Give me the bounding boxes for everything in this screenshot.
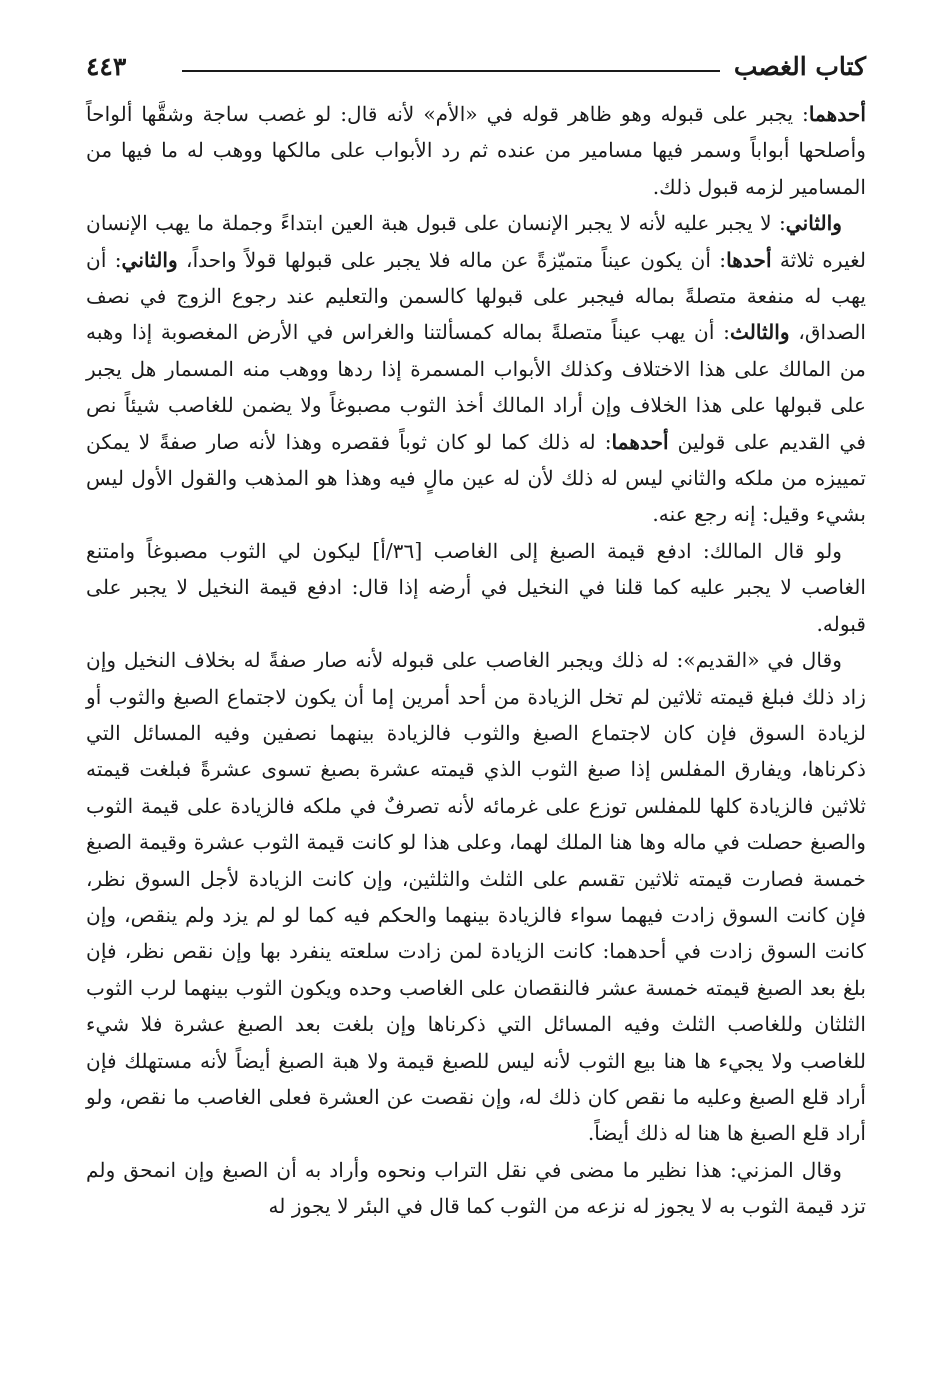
term-second-opinion: والثاني	[785, 211, 842, 236]
paragraph-text: : أن يكون عيناً متميّزةً عن ماله فلا يجبر على قبولها قولاً واحداً،	[177, 247, 727, 272]
paragraph-text: ولو قال المالك: ادفع قيمة الصبغ إلى الغاصب [٣٦/أ] ليكون لي الثوب مصبوغاً وامتنع الغاصب لا يجبر عليه كما قلنا في النخيل في أرضه إذا قال: ادفع قيمة النخيل لا يجبر على قبوله.	[86, 538, 866, 636]
paragraph	[86, 1152, 866, 1225]
term-second-case: والثاني	[121, 247, 178, 272]
paragraph-text: وقال المزني: هذا نظير ما مضى في نقل التراب ونحوه وأراد به أن الصبغ وإن انمحق ولم تزد قيمة الثوب به لا يجوز له نزعه من الثوب كما قال في البئر لا يجوز له	[86, 1157, 866, 1219]
paragraph	[86, 96, 866, 205]
paragraph-text: وقال في «القديم»: له ذلك ويجبر الغاصب على قبوله لأنه صار صفةً له بخلاف النخيل وإن زاد ذلك فبلغ قيمته ثلاثين لم تخل الزيادة من أحد أمرين إما أن يكون لاجتماع الصبغ والثوب أو لزيادة السوق فإن كان لاجتماع الصبغ والثوب فالزيادة بينهما نصفين وفيه المسائل التي ذكرناها، ويفارق المفلس إذا صبغ الثوب الذي قيمته عشرة بصبغ تسوى عشرةً فبلغت قيمته ثلاثين فالزيادة كلها للمفلس توزع على غرمائه لأنه تصرفٌ في ملكه فالزيادة على قيمة الثوب والصبغ حصلت في ماله وها هنا الملك لهما، وعلى هذا لو كانت قيمة الثوب عشرة وقيمة الصبغ خمسة فصارت قيمته ثلاثين تقسم على الثلث والثلثين، وإن كانت الزيادة لأجل السوق نظر، فإن كانت السوق زادت فيهما سواء فالزيادة بينهما والحكم فيه كما لو لم يزد ولم ينقص، وإن كانت السوق زادت في أحدهما: كانت الزيادة لمن زادت سلعته ينفرد بها وإن نقص نظر، فإن بلغ بعد الصبغ قيمته خمسة عشر فالنقصان على الغاصب وحده ويكون الثوب بينهما لرب الثوب الثلثان وللغاصب الثلث وفيه المسائل التي ذكرناها وإن بلغت بعد الصبغ عشرة فلا شيء للغاصب ولا يجيء ها هنا بيع الثوب لأنه ليس للصبغ قيمة ولا هبة الصبغ أيضاً لأنه مستهلك فإن أراد قلع الصبغ وعليه ما نقص كان ذلك له، وإن نقصت عن العشرة فعلى الغاصب ما نقص، ولو أراد قلع الصبغ ها هنا له ذلك أيضاً.	[86, 648, 866, 1146]
paragraph-text: : له ذلك كما لو كان ثوباً فقصره وهذا لأنه صار صفةً لا يمكن تمييزه من ملكه والثاني ليس له ذلك لأن له عين مالٍ فيه وهذا هو المذهب والقول الأول ليس بشيء وقيل: إنه رجع عنه.	[86, 429, 866, 527]
term-third-case: والثالث	[729, 320, 790, 345]
term-first-opinion: أحدهما	[808, 102, 866, 126]
term-first-case: أحدها	[726, 247, 772, 272]
paragraph	[86, 533, 866, 642]
running-header-title: كتاب الغصب	[733, 52, 866, 81]
page-number: ٤٤٣	[86, 52, 127, 81]
page-header	[86, 44, 866, 96]
paragraph	[86, 642, 866, 1152]
paragraph	[86, 205, 866, 533]
term-first-saying: أحدهما	[611, 429, 669, 454]
paragraph-text: : أن يهب عيناً متصلةً بماله كمسألتنا والغراس في الأرض المغصوبة إذا وهبه من المالك على هذا الاختلاف وكذلك الأبواب المسمرة إذا ردها ووهب منه المسمار هل يجبر على قبولها على هذا الخلاف وإن أراد المالك أخذ الثوب مصبوغاً ولا يضمن للغاصب شيئاً نص في القديم على قولين	[86, 320, 866, 454]
body-text	[86, 96, 866, 1225]
paragraph-text: : لا يجبر عليه لأنه لا يجبر الإنسان على قبول هبة العين ابتداءً وجملة ما يهب الإنسان لغيره ثلاثة	[86, 211, 867, 272]
header-rule	[182, 70, 720, 72]
paragraph-text: : أن يهب له منفعة متصلةً بماله فيجبر على قبولها كالسمن والتعليم عند رجوع الزوج في نصف الصداق،	[86, 247, 866, 345]
paragraph-text: : يجبر على قبوله وهو ظاهر قوله في «الأم» لأنه قال: لو غصب ساجة وشقَّها ألواحاً وأصلحها أبواباً وسمر فيها مسامير من عنده ثم رد الأبواب على مالكها ووهب له ما فيها من المسامير لزمه قبول ذلك.	[86, 102, 866, 199]
